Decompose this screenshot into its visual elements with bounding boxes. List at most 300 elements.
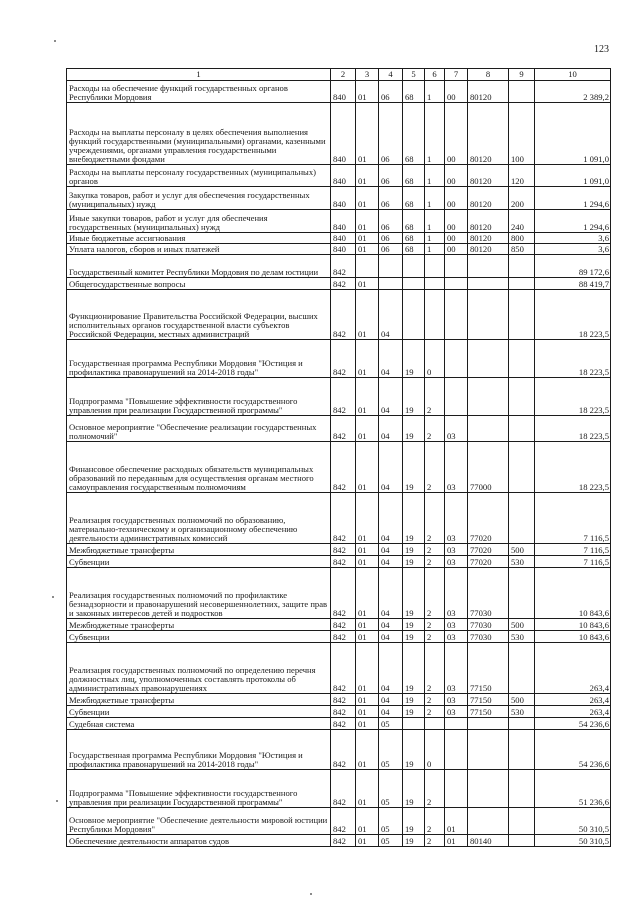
table-row [67,255,611,278]
cell-event-code: 00 [445,210,468,233]
cell-chapter-code: 840 [331,233,356,244]
cell-subsection-code: 04 [379,556,403,568]
page-number: 123 [594,44,609,55]
cell-program-code: 19 [403,706,425,718]
cell-amount: 263,4 [535,643,611,694]
cell-subsection-code: 04 [379,694,403,706]
cell-event-code: 01 [445,835,468,847]
cell-item-name: Иные закупки товаров, работ и услуг для обеспечения государственных (муниципальных) нужд [67,210,331,233]
cell-item-name: Закупка товаров, работ и услуг для обеспечения государственных (муниципальных) нужд [67,187,331,210]
cell-subsection-code: 06 [379,165,403,187]
cell-subprogram-code: 2 [425,808,445,835]
cell-amount: 18 223,5 [535,442,611,493]
cell-chapter-code: 842 [331,442,356,493]
cell-chapter-code: 840 [331,244,356,255]
cell-item-name: Основное мероприятие "Обеспечение деятельности мировой юстиции Республики Мордовия" [67,808,331,835]
cell-amount: 3,6 [535,233,611,244]
cell-subprogram-code: 1 [425,244,445,255]
cell-expense-type [509,835,535,847]
cell-chapter-code: 842 [331,718,356,730]
cell-amount: 88 419,7 [535,278,611,290]
cell-amount: 18 223,5 [535,416,611,442]
cell-program-code: 19 [403,568,425,619]
cell-section-code: 01 [356,544,379,556]
cell-section-code: 01 [356,233,379,244]
cell-program-code: 19 [403,643,425,694]
cell-section-code: 01 [356,442,379,493]
cell-item-name: Расходы на выплаты персоналу государственных (муниципальных) органов [67,165,331,187]
cell-expense-type [509,378,535,416]
cell-event-code: 01 [445,808,468,835]
table-row [67,706,611,718]
table-row [67,340,611,378]
cell-chapter-code: 842 [331,556,356,568]
cell-direction-code: 80120 [468,233,509,244]
cell-subprogram-code: 2 [425,556,445,568]
cell-expense-type: 500 [509,619,535,631]
cell-subprogram-code [425,255,445,278]
cell-subsection-code: 04 [379,643,403,694]
cell-expense-type: 120 [509,165,535,187]
cell-direction-code: 77030 [468,568,509,619]
cell-direction-code [468,718,509,730]
cell-item-name: Государственный комитет Республики Мордовия по делам юстиции [67,255,331,278]
cell-event-code [445,770,468,808]
column-header: 8 [468,69,509,81]
cell-direction-code: 77150 [468,706,509,718]
cell-expense-type: 100 [509,103,535,165]
cell-amount: 263,4 [535,706,611,718]
cell-amount: 1 294,6 [535,187,611,210]
cell-subsection-code: 06 [379,233,403,244]
cell-amount: 18 223,5 [535,378,611,416]
cell-section-code: 01 [356,187,379,210]
table-row [67,631,611,643]
cell-subprogram-code: 0 [425,340,445,378]
cell-program-code: 19 [403,544,425,556]
cell-section-code: 01 [356,706,379,718]
budget-table [66,68,611,847]
cell-section-code: 01 [356,81,379,103]
cell-section-code: 01 [356,210,379,233]
table-row [67,568,611,619]
table-row [67,718,611,730]
cell-program-code: 68 [403,187,425,210]
cell-program-code [403,290,425,340]
cell-program-code: 68 [403,233,425,244]
cell-chapter-code: 842 [331,544,356,556]
cell-section-code: 01 [356,568,379,619]
cell-program-code [403,278,425,290]
column-header: 4 [379,69,403,81]
cell-section-code: 01 [356,643,379,694]
cell-amount: 10 843,6 [535,619,611,631]
cell-section-code: 01 [356,694,379,706]
cell-program-code: 19 [403,493,425,544]
cell-direction-code [468,730,509,770]
cell-chapter-code: 840 [331,103,356,165]
column-header: 1 [67,69,331,81]
cell-section-code: 01 [356,340,379,378]
cell-event-code [445,718,468,730]
cell-expense-type: 500 [509,544,535,556]
scan-speck [56,800,58,802]
table-row [67,493,611,544]
cell-expense-type: 530 [509,556,535,568]
cell-direction-code: 77020 [468,556,509,568]
cell-event-code: 03 [445,556,468,568]
cell-program-code: 19 [403,556,425,568]
cell-subsection-code: 04 [379,290,403,340]
cell-direction-code: 77020 [468,544,509,556]
cell-event-code [445,378,468,416]
cell-direction-code: 80120 [468,103,509,165]
cell-subprogram-code: 2 [425,770,445,808]
table-row [67,187,611,210]
cell-amount: 10 843,6 [535,631,611,643]
cell-chapter-code: 842 [331,619,356,631]
cell-program-code: 19 [403,378,425,416]
cell-item-name: Функционирование Правительства Российской Федерации, высших исполнительных органов государственной власти субъектов Российской Федерации, местных администраций [67,290,331,340]
cell-subprogram-code: 2 [425,568,445,619]
cell-subsection-code: 05 [379,770,403,808]
cell-event-code: 03 [445,442,468,493]
cell-chapter-code: 842 [331,730,356,770]
cell-section-code: 01 [356,619,379,631]
cell-direction-code: 80140 [468,835,509,847]
cell-expense-type: 500 [509,694,535,706]
cell-program-code: 68 [403,81,425,103]
cell-section-code: 01 [356,278,379,290]
cell-direction-code: 77150 [468,694,509,706]
cell-event-code: 00 [445,187,468,210]
cell-direction-code: 77000 [468,442,509,493]
cell-chapter-code: 842 [331,631,356,643]
cell-event-code: 00 [445,244,468,255]
cell-direction-code: 77030 [468,619,509,631]
table-body [67,81,611,847]
cell-expense-type: 200 [509,187,535,210]
cell-item-name: Расходы на обеспечение функций государственных органов Республики Мордовия [67,81,331,103]
cell-direction-code: 80120 [468,210,509,233]
cell-expense-type [509,278,535,290]
cell-program-code: 19 [403,770,425,808]
cell-section-code: 01 [356,835,379,847]
column-header: 5 [403,69,425,81]
cell-section-code [356,255,379,278]
cell-subsection-code: 04 [379,416,403,442]
cell-expense-type [509,568,535,619]
cell-amount: 18 223,5 [535,290,611,340]
cell-event-code: 03 [445,619,468,631]
table-row [67,278,611,290]
cell-subsection-code: 06 [379,187,403,210]
cell-expense-type: 530 [509,706,535,718]
cell-item-name: Субвенции [67,706,331,718]
cell-program-code: 19 [403,730,425,770]
cell-expense-type: 530 [509,631,535,643]
cell-subsection-code: 04 [379,568,403,619]
cell-chapter-code: 842 [331,278,356,290]
cell-program-code [403,255,425,278]
cell-chapter-code: 842 [331,706,356,718]
cell-section-code: 01 [356,416,379,442]
column-header: 6 [425,69,445,81]
table-row [67,730,611,770]
cell-subprogram-code: 2 [425,544,445,556]
cell-program-code: 68 [403,244,425,255]
column-header: 10 [535,69,611,81]
table-row [67,81,611,103]
cell-subprogram-code: 0 [425,730,445,770]
cell-expense-type [509,770,535,808]
cell-event-code [445,255,468,278]
cell-item-name: Обеспечение деятельности аппаратов судов [67,835,331,847]
cell-event-code: 03 [445,694,468,706]
cell-amount: 1 091,0 [535,165,611,187]
cell-subprogram-code: 2 [425,631,445,643]
cell-amount: 1 294,6 [535,210,611,233]
cell-chapter-code: 840 [331,165,356,187]
cell-item-name: Финансовое обеспечение расходных обязательств муниципальных образований по переданным для осуществления органам местного самоуправления государственным полномочиям [67,442,331,493]
cell-section-code: 01 [356,378,379,416]
cell-section-code: 01 [356,808,379,835]
cell-expense-type [509,718,535,730]
cell-program-code: 19 [403,619,425,631]
cell-item-name: Подпрограмма "Повышение эффективности государственного управления при реализации Государственной программы" [67,378,331,416]
table-row [67,165,611,187]
cell-direction-code: 80120 [468,187,509,210]
cell-subprogram-code: 2 [425,442,445,493]
cell-expense-type [509,416,535,442]
cell-chapter-code: 842 [331,493,356,544]
cell-event-code: 03 [445,706,468,718]
cell-event-code [445,340,468,378]
cell-subprogram-code [425,290,445,340]
table-row [67,544,611,556]
cell-item-name: Расходы на выплаты персоналу в целях обеспечения выполнения функций государственными (муниципальными) органами, казенными учреждениями, органами управления государственными внебюджетными фондами [67,103,331,165]
column-header: 7 [445,69,468,81]
cell-subprogram-code [425,278,445,290]
cell-chapter-code: 842 [331,568,356,619]
cell-section-code: 01 [356,103,379,165]
cell-item-name: Основное мероприятие "Обеспечение реализации государственных полномочий" [67,416,331,442]
cell-program-code: 68 [403,103,425,165]
table-row [67,290,611,340]
cell-amount: 7 116,5 [535,544,611,556]
cell-section-code: 01 [356,165,379,187]
cell-program-code: 19 [403,442,425,493]
cell-event-code: 03 [445,493,468,544]
cell-event-code [445,278,468,290]
cell-subprogram-code: 2 [425,378,445,416]
cell-event-code: 03 [445,416,468,442]
cell-subprogram-code: 1 [425,210,445,233]
cell-section-code: 01 [356,770,379,808]
cell-direction-code [468,290,509,340]
cell-subsection-code: 04 [379,378,403,416]
cell-subprogram-code [425,718,445,730]
cell-expense-type [509,808,535,835]
cell-subsection-code: 06 [379,81,403,103]
scan-speck [54,40,56,42]
table-row [67,694,611,706]
cell-expense-type [509,81,535,103]
cell-subsection-code [379,255,403,278]
table-row [67,442,611,493]
column-header: 9 [509,69,535,81]
cell-direction-code: 77020 [468,493,509,544]
cell-subprogram-code: 1 [425,103,445,165]
cell-program-code: 68 [403,210,425,233]
cell-event-code: 03 [445,544,468,556]
cell-item-name: Реализация государственных полномочий по образованию, материально-техническому и организационному обеспечению деятельности административных комиссий [67,493,331,544]
cell-program-code: 19 [403,340,425,378]
cell-amount: 89 172,6 [535,255,611,278]
cell-item-name: Судебная система [67,718,331,730]
table-row [67,556,611,568]
cell-expense-type: 800 [509,233,535,244]
column-number-row [67,69,611,81]
cell-subsection-code: 05 [379,808,403,835]
cell-section-code: 01 [356,631,379,643]
cell-subsection-code: 05 [379,835,403,847]
cell-item-name: Межбюджетные трансферты [67,544,331,556]
cell-amount: 7 116,5 [535,556,611,568]
cell-expense-type: 240 [509,210,535,233]
cell-direction-code: 77150 [468,643,509,694]
cell-expense-type: 850 [509,244,535,255]
cell-section-code: 01 [356,290,379,340]
table-row [67,416,611,442]
cell-subsection-code: 06 [379,244,403,255]
cell-item-name: Иные бюджетные ассигнования [67,233,331,244]
cell-amount: 54 236,6 [535,718,611,730]
cell-amount: 1 091,0 [535,103,611,165]
cell-amount: 54 236,6 [535,730,611,770]
cell-direction-code [468,278,509,290]
cell-amount: 7 116,5 [535,493,611,544]
cell-amount: 18 223,5 [535,340,611,378]
cell-program-code: 19 [403,631,425,643]
cell-chapter-code: 842 [331,808,356,835]
cell-subprogram-code: 2 [425,416,445,442]
cell-subsection-code: 04 [379,493,403,544]
cell-subprogram-code: 2 [425,493,445,544]
scan-speck [310,893,312,895]
cell-item-name: Реализация государственных полномочий по определению перечня должностных лиц, уполномоченных составлять протоколы об административных правонарушениях [67,643,331,694]
column-header: 3 [356,69,379,81]
cell-amount: 2 389,2 [535,81,611,103]
table-row [67,210,611,233]
cell-direction-code: 77030 [468,631,509,643]
cell-amount: 263,4 [535,694,611,706]
cell-event-code: 03 [445,631,468,643]
cell-chapter-code: 842 [331,340,356,378]
cell-subprogram-code: 2 [425,643,445,694]
cell-direction-code [468,340,509,378]
table-row [67,808,611,835]
table-row [67,619,611,631]
cell-subprogram-code: 1 [425,165,445,187]
cell-program-code [403,718,425,730]
cell-amount: 50 310,5 [535,835,611,847]
cell-event-code [445,730,468,770]
cell-subsection-code: 06 [379,103,403,165]
cell-subprogram-code: 2 [425,835,445,847]
cell-chapter-code: 842 [331,255,356,278]
cell-expense-type [509,730,535,770]
cell-direction-code [468,808,509,835]
cell-subsection-code: 04 [379,631,403,643]
cell-amount: 51 236,6 [535,770,611,808]
cell-direction-code [468,255,509,278]
cell-program-code: 19 [403,808,425,835]
table-row [67,770,611,808]
cell-subprogram-code: 1 [425,233,445,244]
scan-speck [52,596,54,598]
cell-subprogram-code: 2 [425,694,445,706]
cell-subprogram-code: 1 [425,81,445,103]
cell-expense-type [509,442,535,493]
cell-subsection-code: 05 [379,730,403,770]
cell-direction-code [468,416,509,442]
cell-chapter-code: 842 [331,770,356,808]
cell-section-code: 01 [356,556,379,568]
cell-event-code: 00 [445,103,468,165]
cell-expense-type [509,643,535,694]
cell-subsection-code [379,278,403,290]
cell-subsection-code: 04 [379,442,403,493]
cell-item-name: Уплата налогов, сборов и иных платежей [67,244,331,255]
cell-chapter-code: 840 [331,81,356,103]
cell-subsection-code: 04 [379,340,403,378]
cell-chapter-code: 840 [331,187,356,210]
cell-program-code: 19 [403,694,425,706]
cell-program-code: 19 [403,835,425,847]
cell-item-name: Государственная программа Республики Мордовия "Юстиция и профилактика правонарушений на 2014-2018 годы" [67,340,331,378]
cell-expense-type [509,340,535,378]
cell-direction-code: 80120 [468,244,509,255]
cell-program-code: 19 [403,416,425,442]
cell-event-code: 00 [445,81,468,103]
cell-event-code: 00 [445,165,468,187]
cell-section-code: 01 [356,718,379,730]
cell-item-name: Государственная программа Республики Мордовия "Юстиция и профилактика правонарушений на 2014-2018 годы" [67,730,331,770]
cell-direction-code: 80120 [468,81,509,103]
cell-subsection-code: 06 [379,210,403,233]
cell-chapter-code: 842 [331,643,356,694]
cell-item-name: Подпрограмма "Повышение эффективности государственного управления при реализации Государственной программы" [67,770,331,808]
cell-subsection-code: 04 [379,619,403,631]
cell-direction-code: 80120 [468,165,509,187]
cell-event-code [445,290,468,340]
cell-chapter-code: 842 [331,416,356,442]
cell-program-code: 68 [403,165,425,187]
cell-chapter-code: 842 [331,835,356,847]
cell-item-name: Субвенции [67,556,331,568]
cell-amount: 50 310,5 [535,808,611,835]
cell-chapter-code: 842 [331,694,356,706]
cell-event-code: 00 [445,233,468,244]
cell-direction-code [468,378,509,416]
cell-item-name: Субвенции [67,631,331,643]
cell-expense-type [509,290,535,340]
cell-section-code: 01 [356,493,379,544]
cell-subprogram-code: 1 [425,187,445,210]
cell-item-name: Межбюджетные трансферты [67,619,331,631]
cell-item-name: Реализация государственных полномочий по профилактике безнадзорности и правонарушений несовершеннолетних, защите прав и законных интересов детей и подростков [67,568,331,619]
